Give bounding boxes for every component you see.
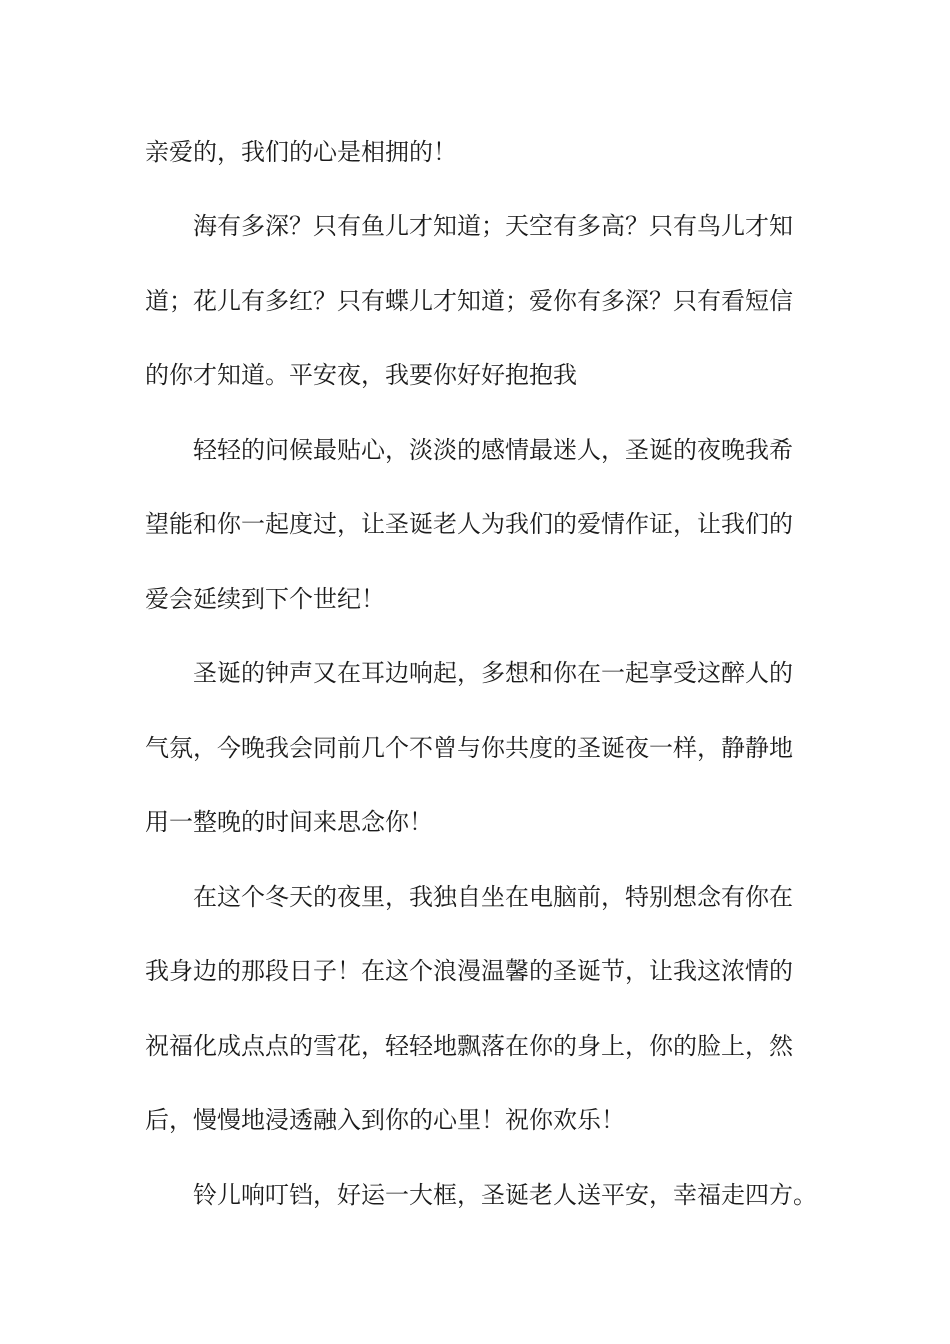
paragraph-first-line — [0, 653, 950, 693]
text-line — [0, 579, 950, 619]
line-text: 我身边的那段日子！在这个浪漫温馨的圣诞节，让我这浓情的 — [145, 957, 793, 985]
line-text: 轻轻的问候最贴心，淡淡的感情最迷人，圣诞的夜晚我希 — [193, 436, 793, 464]
paragraph-first-line — [0, 1175, 950, 1215]
line-text: 气氛，今晚我会同前几个不曾与你共度的圣诞夜一样，静静地 — [145, 734, 793, 762]
line-text: 的你才知道。平安夜，我要你好好抱抱我 — [145, 361, 577, 389]
line-text: 望能和你一起度过，让圣诞老人为我们的爱情作证，让我们的 — [145, 510, 793, 538]
text-line — [0, 132, 950, 172]
line-text: 爱会延续到下个世纪！ — [145, 585, 385, 613]
text-line — [0, 802, 950, 842]
line-text: 祝福化成点点的雪花，轻轻地飘落在你的身上，你的脸上，然 — [145, 1032, 793, 1060]
text-line — [0, 281, 950, 321]
paragraph-first-line — [0, 877, 950, 917]
line-text: 圣诞的钟声又在耳边响起，多想和你在一起享受这醉人的 — [193, 659, 793, 687]
text-line — [0, 504, 950, 544]
line-text: 在这个冬天的夜里，我独自坐在电脑前，特别想念有你在 — [193, 883, 793, 911]
text-line — [0, 355, 950, 395]
line-text: 亲爱的，我们的心是相拥的！ — [145, 138, 457, 166]
paragraph-first-line — [0, 430, 950, 470]
paragraph-first-line — [0, 206, 950, 246]
line-text: 后，慢慢地浸透融入到你的心里！祝你欢乐！ — [145, 1106, 625, 1134]
line-text: 海有多深？只有鱼儿才知道；天空有多高？只有鸟儿才知 — [193, 212, 793, 240]
text-line — [0, 728, 950, 768]
line-text: 道；花儿有多红？只有蝶儿才知道；爱你有多深？只有看短信 — [145, 287, 793, 315]
line-text: 铃儿响叮铛，好运一大框，圣诞老人送平安，幸福走四方。 — [193, 1181, 817, 1209]
text-line — [0, 1100, 950, 1140]
line-text: 用一整晚的时间来思念你！ — [145, 808, 433, 836]
text-line — [0, 1026, 950, 1066]
text-line — [0, 951, 950, 991]
